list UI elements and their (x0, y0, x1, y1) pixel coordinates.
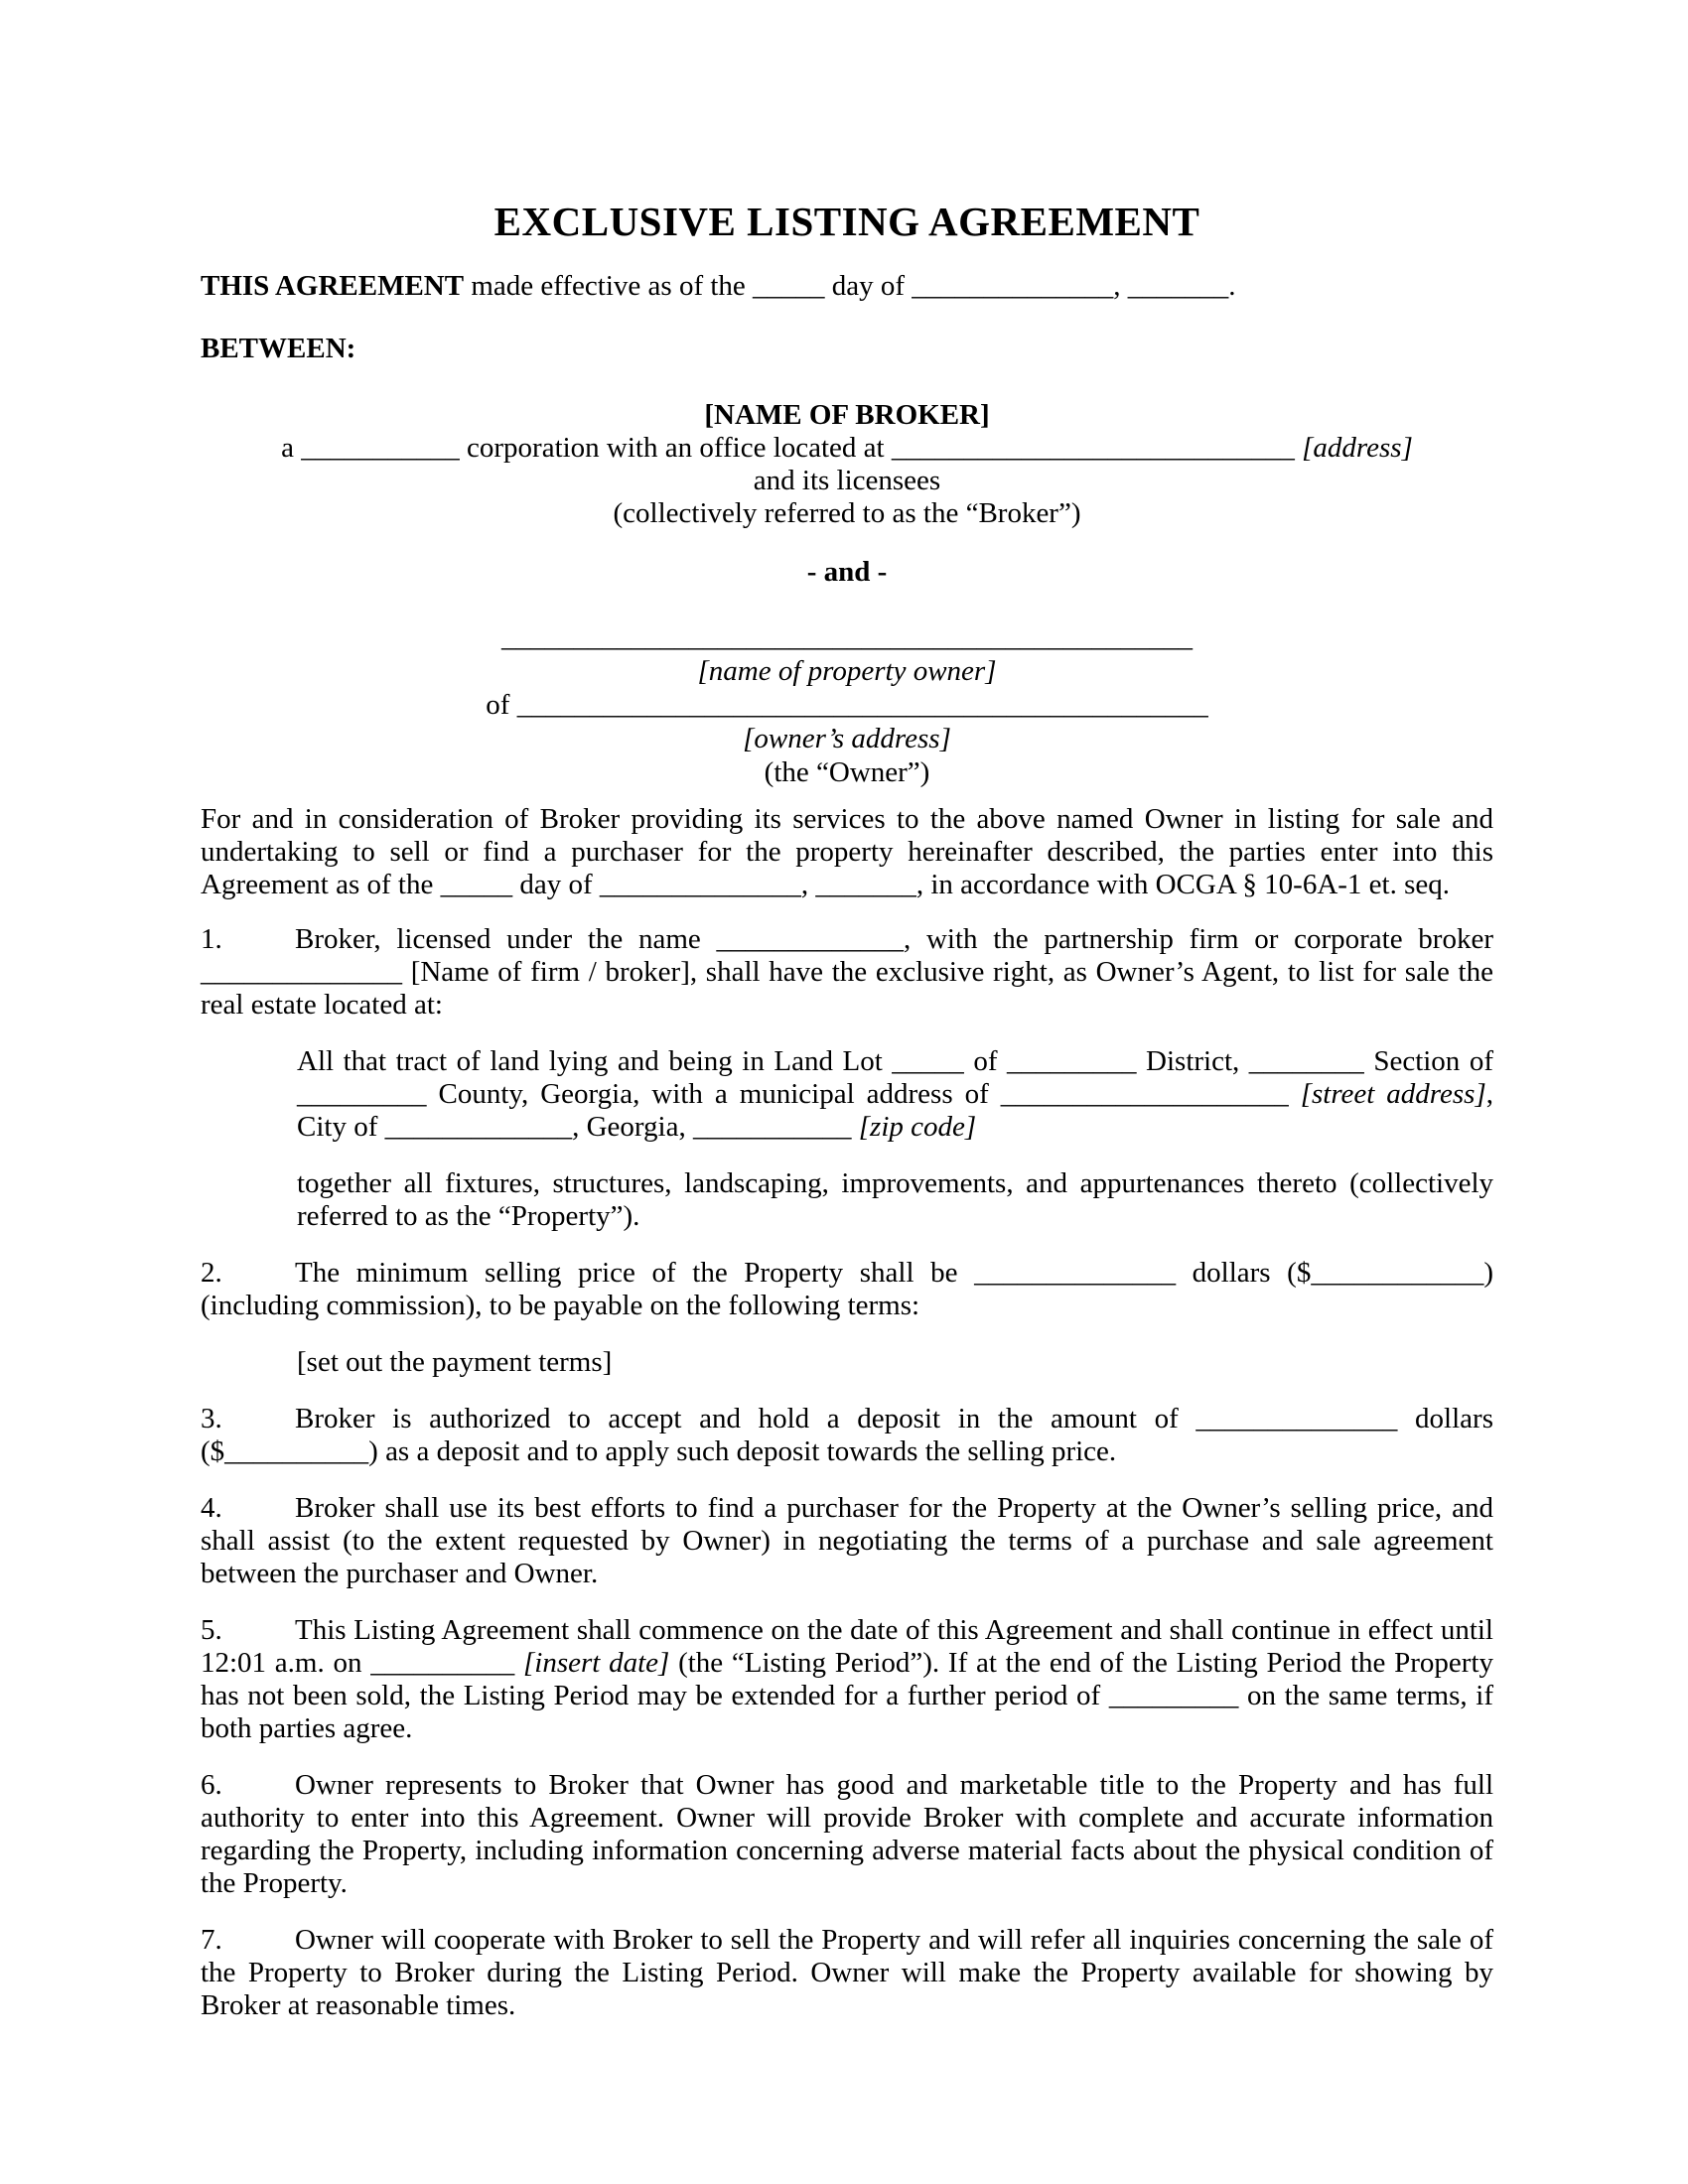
owner-of-prefix: of (486, 689, 517, 721)
insert-date-placeholder: [insert date] (523, 1647, 670, 1679)
clause-6-text: Owner represents to Broker that Owner has good and marketable title to the Property and has full authority to enter into this Agreement. Owner will provide Broker with complete and accurate information regarding the Property, including information concerning adverse material facts about the physical condition of the Property. (201, 1769, 1493, 1899)
intro-text: made effective as of the _____ day of ______________, _______. (464, 270, 1236, 302)
clause-4-text: Broker shall use its best efforts to find a purchaser for the Property at the Owner’s selling price, and shall assist (to the extent requested by Owner) in negotiating the terms of a purchase and sale agreement between the purchaser and Owner. (201, 1492, 1493, 1589)
clause-5 (201, 1614, 1493, 1745)
clause-1-text: Broker, licensed under the name _____________, with the partnership firm or corporate broker ______________ [Name of firm / broker], shall have the exclusive right, as Owner’s Agent, to list for sale the real estate located at: (201, 923, 1493, 1021)
broker-licensees-line: and its licensees (753, 465, 941, 496)
land-description-paragraph (297, 1045, 1493, 1144)
broker-block (201, 399, 1493, 530)
owner-address-caption: [owner’s address] (743, 723, 951, 754)
broker-description-text: a ___________ corporation with an office located at ____________________________ (281, 432, 1303, 464)
broker-name-placeholder: [NAME OF BROKER] (704, 399, 990, 431)
clause-2 (201, 1257, 1493, 1322)
clause-6-number: 6. (201, 1769, 222, 1801)
owner-designation: (the “Owner”) (764, 756, 930, 788)
clause-7-text: Owner will cooperate with Broker to sell the Property and will refer all inquiries concerning the sale of the Property to Broker during the Listing Period. Owner will make the Property available for showing by Broker at reasonable times. (201, 1924, 1493, 2021)
clause-1-number: 1. (201, 923, 222, 955)
payment-terms-placeholder: [set out the payment terms] (297, 1346, 613, 1378)
clause-4-number: 4. (201, 1492, 222, 1524)
clause-3 (201, 1403, 1493, 1468)
clause-2-number: 2. (201, 1257, 222, 1289)
clause-3-text: Broker is authorized to accept and hold a deposit in the amount of ______________ dollars ($__________) as a deposit and to apply such deposit towards the selling price. (201, 1403, 1493, 1467)
clause-6 (201, 1769, 1493, 1900)
intro-paragraph (201, 270, 1493, 303)
street-address-placeholder: [street address] (1300, 1078, 1486, 1110)
address-placeholder: [address] (1302, 432, 1413, 464)
clause-7 (201, 1924, 1493, 2022)
land-description-mid: , City of _____________, Georgia, ___________ (297, 1078, 1493, 1143)
owner-name-caption: [name of property owner] (697, 655, 997, 687)
clause-3-number: 3. (201, 1403, 222, 1434)
owner-block (201, 620, 1493, 789)
and-separator: - and - (806, 556, 888, 588)
clause-5-number: 5. (201, 1614, 222, 1646)
owner-address-line (201, 688, 1493, 722)
intro-bold-lead: THIS AGREEMENT (201, 270, 465, 302)
clause-5-text-pre: This Listing Agreement shall commence on the date of this Agreement and shall continue in effect until 12:01 a.m. on __________ (201, 1614, 1493, 1679)
clause-4 (201, 1492, 1493, 1590)
broker-description-line (201, 432, 1493, 465)
owner-address-blank: ________________________________________________ (516, 689, 1208, 721)
between-label: BETWEEN: (201, 333, 356, 364)
land-description-pre: All that tract of land lying and being in Land Lot _____ of _________ District, ________ Section of _________ County, Georgia, with a municipal address of ____________________ (297, 1045, 1493, 1110)
clause-2-text: The minimum selling price of the Property shall be ______________ dollars ($____________) (including commission), to be payable on the following terms: (201, 1257, 1493, 1321)
broker-collective-line: (collectively referred to as the “Broker”) (613, 497, 1081, 529)
owner-name-blank: ________________________________________________ (501, 621, 1193, 653)
clause-1 (201, 923, 1493, 1022)
clause-5-text-post: (the “Listing Period”). If at the end of the Listing Period the Property has not been sold, the Listing Period may be extended for a further period of _________ on the same terms, if both parties agree. (201, 1647, 1493, 1744)
consideration-paragraph: For and in consideration of Broker providing its services to the above named Owner in listing for sale and undertaking to sell or find a purchaser for the property hereinafter described, the parties enter into this Agreement as of the _____ day of ______________, _______, in accordance with OCGA § 10-6A-1 et. seq. (201, 803, 1493, 900)
page-title: EXCLUSIVE LISTING AGREEMENT (493, 199, 1200, 244)
zip-code-placeholder: [zip code] (858, 1111, 977, 1143)
fixtures-paragraph: together all fixtures, structures, landscaping, improvements, and appurtenances thereto (collectively referred to as the “Property”). (297, 1167, 1493, 1232)
clause-7-number: 7. (201, 1924, 222, 1956)
